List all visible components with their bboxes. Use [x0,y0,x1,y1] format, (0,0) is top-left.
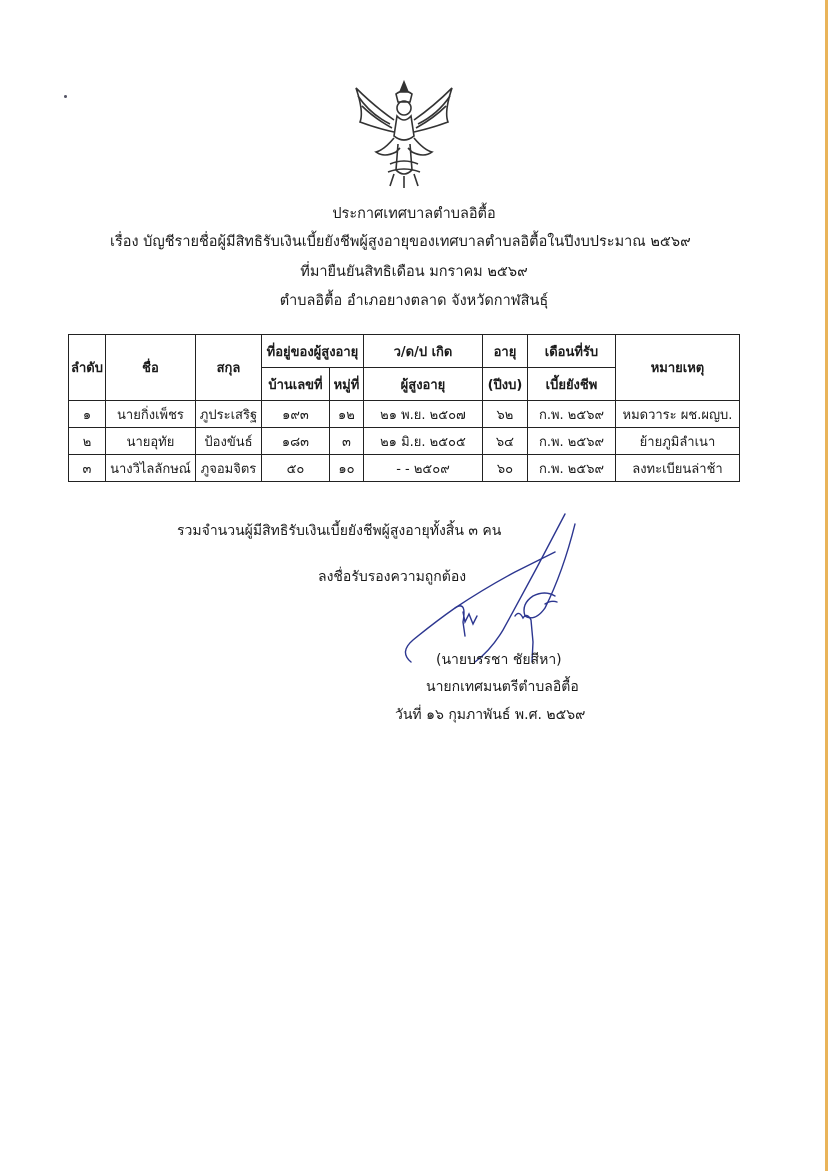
cell-house: ๑๙๓ [261,401,329,428]
org-title: ประกาศเทศบาลตำบลอิตื้อ [332,206,496,222]
cell-house: ๑๘๓ [261,428,329,455]
col-age-header: อายุ [482,335,527,368]
subject-line: เรื่อง บัญชีรายชื่อผู้มีสิทธิรับเงินเบี้ยยังชีพผู้สูงอายุของเทศบาลตำบลอิตื้อในปีงบประมาณ ๒๕๖๙ [110,234,691,250]
cell-remark: หมดวาระ ผช.ผญบ. [615,401,739,428]
col-surname-header: สกุล [195,335,261,401]
signatory-name: (นายบรรชา ชัยสีหา) [436,652,562,668]
col-remark-header: หมายเหตุ [615,335,739,401]
cell-age: ๖๒ [482,401,527,428]
cell-name: นายกิ่งเพ็ชร [105,401,195,428]
summary-text: รวมจำนวนผู้มีสิทธิรับเงินเบี้ยยังชีพผู้สูงอายุทั้งสิ้น ๓ คน [177,523,502,539]
cell-village: ๑๐ [329,455,363,482]
recipients-table [68,334,740,482]
certify-text: ลงชื่อรับรองความถูกต้อง [318,569,467,585]
cell-month: ก.พ. ๒๕๖๙ [527,401,615,428]
cell-village: ๓ [329,428,363,455]
cell-surname: ป้องขันธ์ [195,428,261,455]
handwritten-signature [395,512,605,672]
cell-name: นายอุทัย [105,428,195,455]
cell-remark: ย้ายภูมิลำเนา [615,428,739,455]
table-row [69,455,740,482]
cell-remark: ลงทะเบียนล่าช้า [615,455,739,482]
cell-name: นางวิไลลักษณ์ [105,455,195,482]
cell-dob: - - ๒๕๐๙ [363,455,482,482]
cell-village: ๑๒ [329,401,363,428]
cell-dob: ๒๑ พ.ย. ๒๕๐๗ [363,401,482,428]
scan-speck [64,95,67,98]
col-name-header: ชื่อ [105,335,195,401]
cell-no: ๓ [69,455,106,482]
col-dob-subheader: ผู้สูงอายุ [363,368,482,401]
table-row [69,401,740,428]
signatory-position: นายกเทศมนตรีตำบลอิตื้อ [426,679,579,695]
col-dob-header: ว/ด/ป เกิด [363,335,482,368]
col-village-header: หมู่ที่ [329,368,363,401]
subtitle-line: ที่มายืนยันสิทธิเดือน มกราคม ๒๕๖๙ [300,264,528,280]
cell-surname: ภูจอมจิตร [195,455,261,482]
col-age-subheader: (ปีงบ) [482,368,527,401]
signatory-date: วันที่ ๑๖ กุมภาพันธ์ พ.ศ. ๒๕๖๙ [395,707,586,723]
cell-house: ๕๐ [261,455,329,482]
cell-surname: ภูประเสริฐ [195,401,261,428]
table-header-row [69,335,740,368]
col-month-header: เดือนที่รับ [527,335,615,368]
cell-no: ๑ [69,401,106,428]
garuda-emblem-icon [350,78,458,190]
location-line: ตำบลอิตื้อ อำเภอยางตลาด จังหวัดกาฬสินธุ์ [279,293,549,309]
cell-month: ก.พ. ๒๕๖๙ [527,428,615,455]
cell-age: ๖๐ [482,455,527,482]
cell-dob: ๒๑ มิ.ย. ๒๕๐๕ [363,428,482,455]
cell-age: ๖๔ [482,428,527,455]
col-month-subheader: เบี้ยยังชีพ [527,368,615,401]
col-address-header: ที่อยู่ของผู้สูงอายุ [261,335,363,368]
cell-no: ๒ [69,428,106,455]
col-house-header: บ้านเลขที่ [261,368,329,401]
table-row [69,428,740,455]
cell-month: ก.พ. ๒๕๖๙ [527,455,615,482]
col-no-header: ลำดับ [69,335,106,401]
